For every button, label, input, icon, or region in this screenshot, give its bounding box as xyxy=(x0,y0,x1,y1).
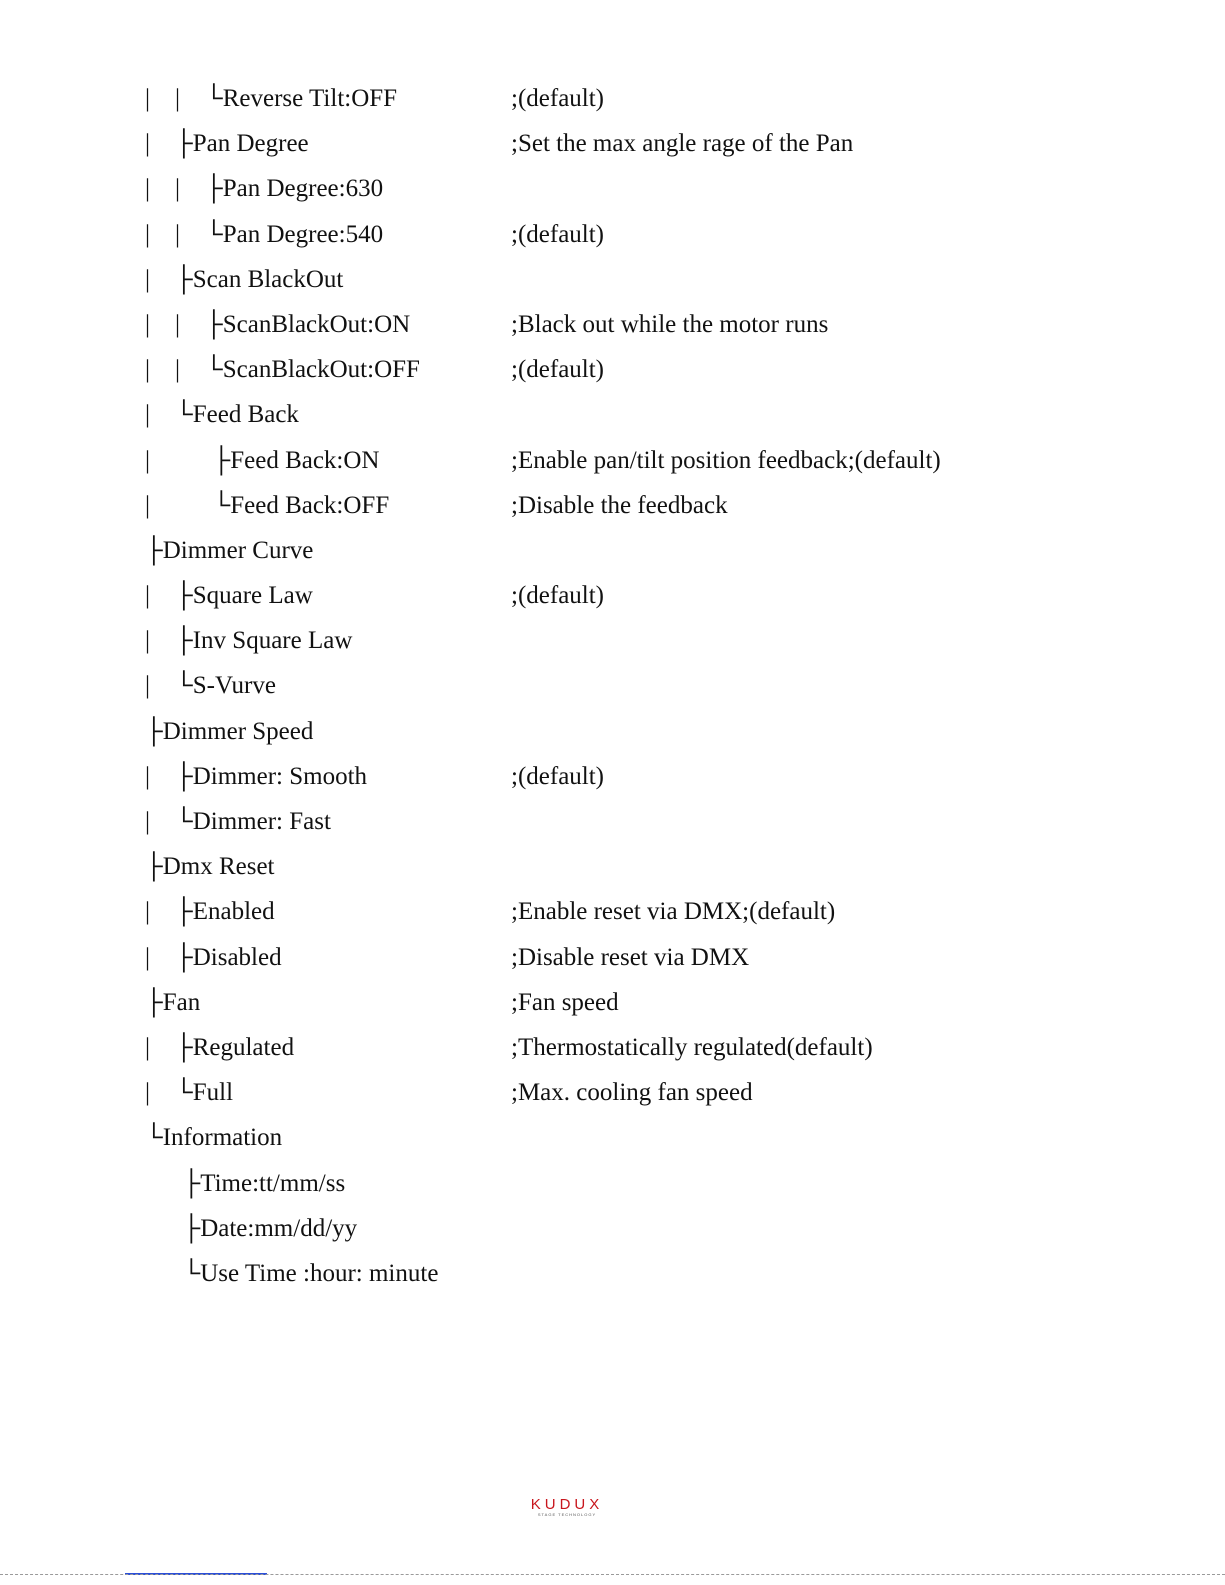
tree-item: | | └Reverse Tilt:OFF xyxy=(145,85,398,112)
menu-row xyxy=(0,392,1225,437)
item-comment: ;Enable pan/tilt position feedback;(default) xyxy=(511,446,941,474)
tree-item: | ├Dimmer: Smooth xyxy=(145,762,368,790)
menu-row xyxy=(0,438,1225,483)
menu-row xyxy=(0,528,1225,573)
tree-item: | | ├ScanBlackOut:ON xyxy=(145,310,411,338)
logo-wordmark: KUDUX xyxy=(530,1496,604,1513)
tree-item: | └Feed Back:OFF xyxy=(145,491,390,519)
menu-row xyxy=(0,1115,1225,1160)
page-bottom-rule xyxy=(0,1574,1225,1575)
tree-item: | └S-Vurve xyxy=(145,672,276,700)
menu-row xyxy=(0,166,1225,211)
menu-row xyxy=(0,1161,1225,1206)
menu-tree xyxy=(0,76,1225,1296)
menu-row xyxy=(0,1070,1225,1115)
tree-item: | ├Enabled xyxy=(145,898,275,926)
menu-row xyxy=(0,754,1225,799)
menu-row xyxy=(0,709,1225,754)
brand-logo xyxy=(517,1497,617,1517)
logo-tagline: STAGE TECHNOLOGY xyxy=(537,1512,597,1517)
item-comment: ;(default) xyxy=(511,356,605,384)
item-comment: ;Disable reset via DMX xyxy=(511,943,750,971)
tree-item: | ├Square Law xyxy=(145,582,313,610)
tree-item: | ├Feed Back:ON xyxy=(145,446,380,474)
item-comment: ;Set the max angle rage of the Pan xyxy=(511,130,854,158)
item-comment: ;Max. cooling fan speed xyxy=(511,1079,753,1107)
item-comment: ;(default) xyxy=(511,220,605,248)
menu-row xyxy=(0,212,1225,257)
menu-row xyxy=(0,121,1225,166)
menu-row xyxy=(0,799,1225,844)
menu-row xyxy=(0,76,1225,121)
item-comment: ;Black out while the motor runs xyxy=(511,310,829,338)
tree-item: ├Dimmer Speed xyxy=(145,717,314,745)
tree-item: └Use Time :hour: minute xyxy=(145,1259,439,1287)
tree-item: | ├Regulated xyxy=(145,1033,295,1061)
menu-row xyxy=(0,1025,1225,1070)
tree-item: | | └Pan Degree:540 xyxy=(145,220,384,248)
tree-item: | └Feed Back xyxy=(145,401,299,429)
item-comment: ;Enable reset via DMX;(default) xyxy=(511,898,836,926)
tree-item: ├Dimmer Curve xyxy=(145,536,314,564)
item-comment: ;Disable the feedback xyxy=(511,491,728,519)
menu-row xyxy=(0,663,1225,708)
tree-item: ├Date:mm/dd/yy xyxy=(145,1214,358,1242)
menu-row xyxy=(0,573,1225,618)
menu-row xyxy=(0,889,1225,934)
item-comment: ;Fan speed xyxy=(511,988,619,1016)
tree-item: | | ├Pan Degree:630 xyxy=(145,175,384,203)
tree-item: ├Time:tt/mm/ss xyxy=(145,1169,346,1197)
menu-row xyxy=(0,618,1225,663)
tree-item: | ├Disabled xyxy=(145,943,282,971)
menu-row xyxy=(0,844,1225,889)
tree-item: | | └ScanBlackOut:OFF xyxy=(145,356,420,384)
tree-item: | └Full xyxy=(145,1079,234,1107)
menu-row xyxy=(0,483,1225,528)
tree-item: | ├Pan Degree xyxy=(145,130,309,158)
item-comment: ;Thermostatically regulated(default) xyxy=(511,1033,873,1061)
item-comment: ;(default) xyxy=(511,85,605,112)
menu-row xyxy=(0,257,1225,302)
tree-item: | └Dimmer: Fast xyxy=(145,808,331,835)
menu-row xyxy=(0,980,1225,1025)
menu-row xyxy=(0,1206,1225,1251)
tree-item: ├Fan xyxy=(145,988,201,1016)
item-comment: ;(default) xyxy=(511,762,605,790)
menu-row xyxy=(0,1251,1225,1296)
menu-row xyxy=(0,935,1225,980)
tree-item: | ├Scan BlackOut xyxy=(145,265,344,293)
tree-item: └Information xyxy=(145,1124,283,1152)
tree-item: | ├Inv Square Law xyxy=(145,627,353,655)
tree-item: ├Dmx Reset xyxy=(145,853,275,881)
menu-row xyxy=(0,347,1225,392)
item-comment: ;(default) xyxy=(511,582,605,610)
menu-row xyxy=(0,302,1225,347)
